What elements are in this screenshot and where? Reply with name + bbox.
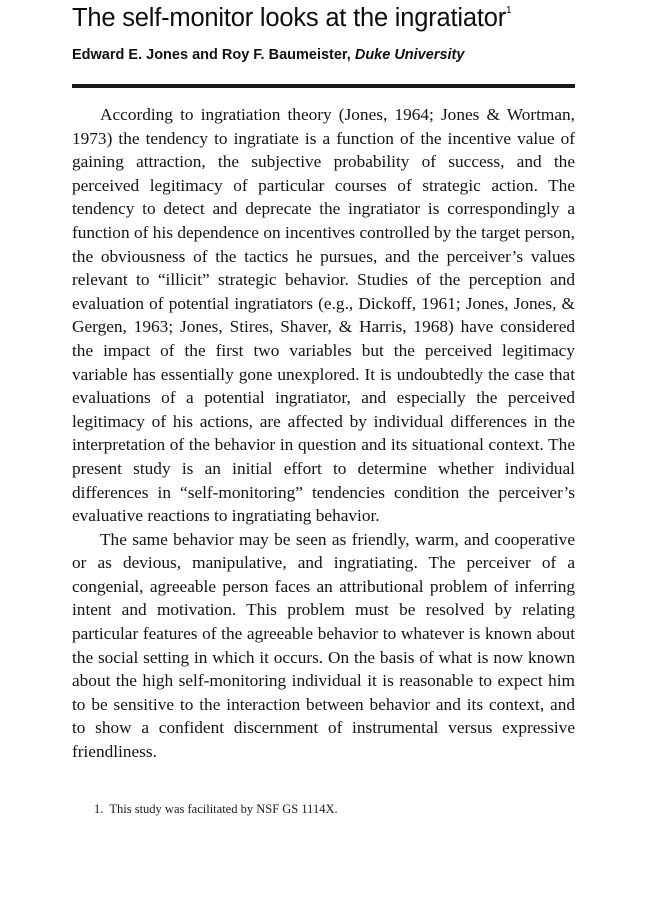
footnote <box>94 800 574 818</box>
footnote-number: 1. <box>94 802 104 816</box>
article-body <box>72 103 575 764</box>
article-title-text: The self-monitor looks at the ingratiator <box>72 4 507 32</box>
body-paragraph-1: According to ingratiation theory (Jones, 1964; Jones & Wortman, 1973) the tendency to ingratiate is a function of the incentive value of gaining attraction, the subjective probability of success, and the perceived legitimacy of particular courses of strategic action. The tendency to detect and deprecate the ingratiator is correspondingly a function of his dependence on incentives controlled by the target person, the obviousness of the tactics he pursues, and the perceiver’s values relevant to “illicit” strategic behavior. Studies of the perception and evaluation of potential ingratiators (e.g., Dickoff, 1961; Jones, Jones, & Gergen, 1963; Jones, Stires, Shaver, & Harris, 1968) have considered the impact of the first two variables but the perceived legitimacy variable has essentially gone unexplored. It is undoubtedly the case that evaluations of a potential ingratiator, and especially the perceived legitimacy of his actions, are affected by individual differences in the interpretation of the behavior in question and its situational context. The present study is an initial effort to determine whether individual differences in “self-monitoring” tendencies condition the perceiver’s evaluative reactions to ingratiating behavior. <box>72 105 575 526</box>
article-title <box>72 2 642 34</box>
author-names: Edward E. Jones and Roy F. Baumeister, <box>72 47 355 63</box>
footnote-text: This study was facilitated by NSF GS 1114X. <box>109 802 338 816</box>
author-line <box>72 45 642 65</box>
body-paragraph-2: The same behavior may be seen as friendly, warm, and cooperative or as devious, manipulative, and ingratiating. The perceiver of a congenial, agreeable person faces an attributional problem of inferring intent and motivation. This problem must be resolved by relating particular features of the agreeable behavior to whatever is known about the social setting in which it occurs. On the basis of what is now known about the high self-monitoring individual it is reasonable to expect him to be sensitive to the interaction between behavior and its context, and to show a confident discernment of instrumental versus expressive friendliness. <box>72 529 575 762</box>
header-rule <box>72 84 575 88</box>
author-affiliation: Duke University <box>354 47 465 63</box>
title-footnote-marker: 1 <box>506 5 512 16</box>
